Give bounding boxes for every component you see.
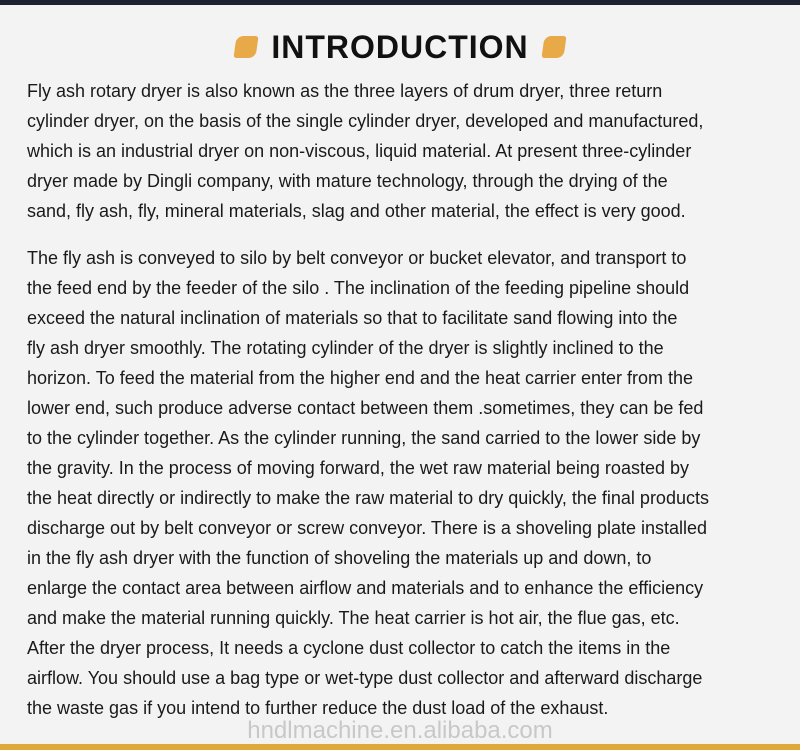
watermark: hndlmachine.en.alibaba.com (247, 717, 553, 744)
bottom-border-bar (0, 744, 800, 750)
rounded-tag-icon (234, 36, 259, 58)
intro-paragraph: Fly ash rotary dryer is also known as the three layers of drum dryer, three return cylinder dryer, on the basis of the single cylinder dryer, developed and manufactured, which is an industrial dryer on non-viscous, liquid material. At present three-cylinder dryer made by Dingli company, with mature technology, through the drying of the sand, fly ash, fly, mineral materials, slag and other material, the effect is very good. (27, 81, 704, 221)
section-heading (0, 27, 800, 67)
page-title: INTRODUCTION (271, 29, 529, 65)
rounded-tag-icon (541, 36, 566, 58)
process-paragraph: The fly ash is conveyed to silo by belt conveyor or bucket elevator, and transport to the feed end by the feeder of the silo . The inclination of the feeding pipeline should exceed the natural inclination of materials so that to facilitate sand flowing into the fly ash dryer smoothly. The rotating cylinder of the dryer is slightly inclined to the horizon. To feed the material from the higher end and the heat carrier enter from the lower end, such produce adverse contact between them .sometimes, they can be fed to the cylinder together. As the cylinder running, the sand carried to the lower side by the gravity. In the process of moving forward, the wet raw material being roasted by the heat directly or indirectly to make the raw material to dry quickly, the final products discharge out by belt conveyor or screw conveyor. There is a shoveling plate installed in the fly ash dryer with the function of shoveling the materials up and down, to enlarge the contact area between airflow and materials and to enhance the efficiency and make the material running quickly. The heat carrier is hot air, the flue gas, etc. After the dryer process, It needs a cyclone dust collector to catch the items in the airflow. You should use a bag type or wet-type dust collector and afterward discharge the waste gas if you intend to further reduce the dust load of the exhaust. (27, 248, 709, 718)
top-border-bar (0, 0, 800, 5)
